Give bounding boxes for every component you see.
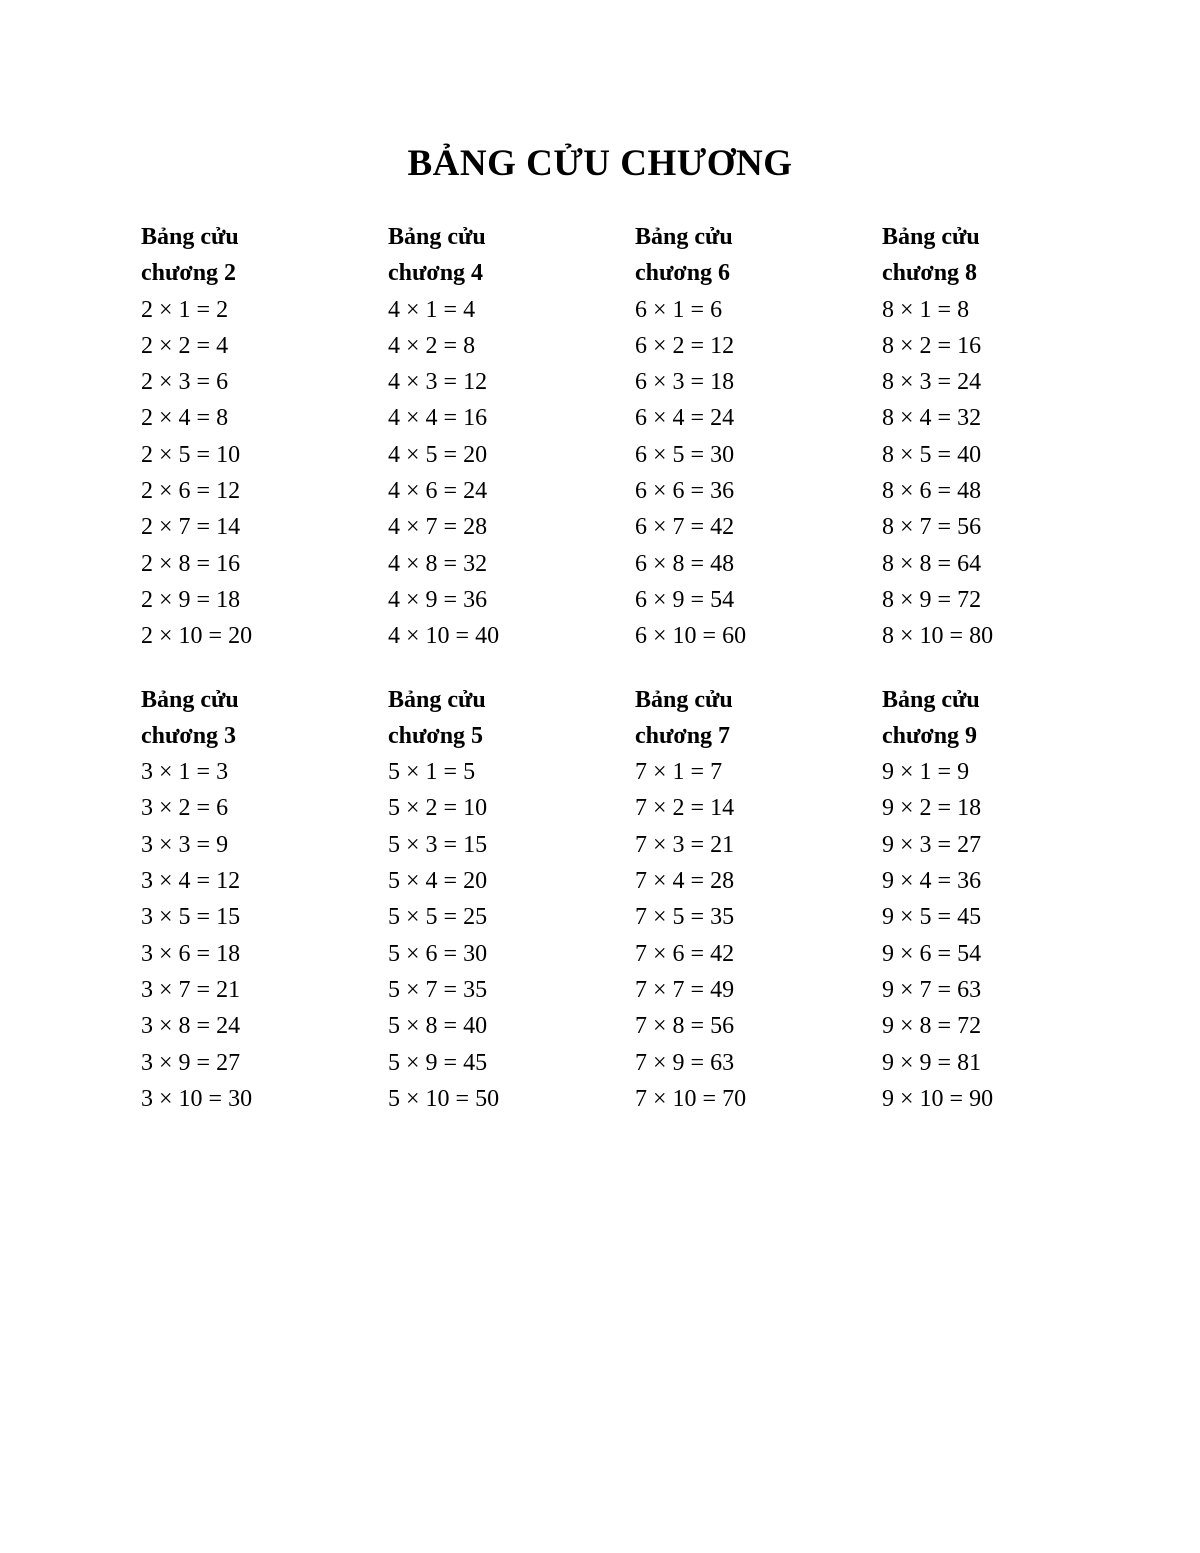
tables-row-bottom xyxy=(141,682,1141,1118)
equation-line: 8 × 4 = 32 xyxy=(882,405,982,432)
equation-line: 8 × 9 = 72 xyxy=(882,586,982,613)
table-title-line: Bảng cửu xyxy=(882,686,980,713)
table-title-line: chương 8 xyxy=(882,260,978,287)
table-title-line: chương 4 xyxy=(388,260,484,287)
table-title xyxy=(882,682,1129,755)
equation-line: 9 × 6 = 54 xyxy=(882,940,982,967)
equation-line: 4 × 1 = 4 xyxy=(388,296,476,323)
equation-line: 7 × 6 = 42 xyxy=(635,940,735,967)
equation-line: 9 × 4 = 36 xyxy=(882,868,982,895)
table-title xyxy=(882,219,1129,292)
equation-line: 9 × 7 = 63 xyxy=(882,976,982,1003)
table-title xyxy=(388,219,635,292)
equation-line: 7 × 8 = 56 xyxy=(635,1013,735,1040)
equation-line: 2 × 6 = 12 xyxy=(141,478,241,505)
equation-line: 7 × 5 = 35 xyxy=(635,904,735,931)
equation-line: 6 × 1 = 6 xyxy=(635,296,723,323)
multiplication-tables-grid xyxy=(141,219,1141,1117)
table-title-line: Bảng cửu xyxy=(388,686,486,713)
table-title-line: chương 5 xyxy=(388,722,484,749)
equation-line: 8 × 3 = 24 xyxy=(882,369,982,396)
equation-line: 5 × 6 = 30 xyxy=(388,940,488,967)
equation-line: 5 × 2 = 10 xyxy=(388,795,488,822)
equation-line: 6 × 6 = 36 xyxy=(635,478,735,505)
table-title-line: Bảng cửu xyxy=(388,224,486,250)
equation-line: 6 × 2 = 12 xyxy=(635,332,735,359)
table-title-line: Bảng cửu xyxy=(141,686,239,713)
equation-line: 3 × 7 = 21 xyxy=(141,976,241,1003)
equation-line: 3 × 5 = 15 xyxy=(141,904,241,931)
equation-line: 5 × 1 = 5 xyxy=(388,759,476,786)
equation-line: 6 × 10 = 60 xyxy=(635,623,747,650)
table-block-8 xyxy=(882,219,1129,655)
equation-line: 2 × 3 = 6 xyxy=(141,369,229,396)
equation-line: 3 × 2 = 6 xyxy=(141,795,229,822)
equation-line: 9 × 5 = 45 xyxy=(882,904,982,931)
table-title-line: Bảng cửu xyxy=(635,224,733,250)
equation-line: 2 × 10 = 20 xyxy=(141,623,253,650)
equation-line: 9 × 10 = 90 xyxy=(882,1085,994,1112)
tables-row-top xyxy=(141,219,1141,655)
equation-line: 6 × 9 = 54 xyxy=(635,586,735,613)
table-title-line: Bảng cửu xyxy=(882,224,980,250)
equation-line: 8 × 7 = 56 xyxy=(882,514,982,541)
equation-line: 8 × 1 = 8 xyxy=(882,296,970,323)
equation-line: 6 × 7 = 42 xyxy=(635,514,735,541)
equation-line: 4 × 6 = 24 xyxy=(388,478,488,505)
table-title xyxy=(635,682,882,755)
page-title: BẢNG CỬU CHƯƠNG xyxy=(407,143,793,184)
equation-line: 7 × 2 = 14 xyxy=(635,795,735,822)
equation-line: 3 × 8 = 24 xyxy=(141,1013,241,1040)
table-title-line: Bảng cửu xyxy=(635,686,733,713)
equation-line: 2 × 7 = 14 xyxy=(141,514,241,541)
equation-line: 8 × 6 = 48 xyxy=(882,478,982,505)
equation-line: 7 × 1 = 7 xyxy=(635,759,723,786)
equation-line: 7 × 7 = 49 xyxy=(635,976,735,1003)
equation-line: 8 × 2 = 16 xyxy=(882,332,982,359)
table-block-2 xyxy=(141,219,388,655)
equation-line: 9 × 3 = 27 xyxy=(882,831,982,858)
equation-line: 3 × 1 = 3 xyxy=(141,759,229,786)
table-title xyxy=(141,219,388,292)
equation-line: 8 × 5 = 40 xyxy=(882,441,982,468)
table-title-line: chương 2 xyxy=(141,260,237,287)
equation-line: 6 × 5 = 30 xyxy=(635,441,735,468)
equation-line: 3 × 10 = 30 xyxy=(141,1085,253,1112)
equation-line: 4 × 10 = 40 xyxy=(388,623,500,650)
equation-line: 3 × 6 = 18 xyxy=(141,940,241,967)
table-title-line: chương 9 xyxy=(882,722,978,749)
equation-line: 4 × 2 = 8 xyxy=(388,332,476,359)
equation-line: 5 × 10 = 50 xyxy=(388,1085,500,1112)
equation-line: 8 × 8 = 64 xyxy=(882,550,982,577)
equation-line: 2 × 8 = 16 xyxy=(141,550,241,577)
equation-line: 4 × 3 = 12 xyxy=(388,369,488,396)
equation-line: 4 × 9 = 36 xyxy=(388,586,488,613)
equation-line: 7 × 10 = 70 xyxy=(635,1085,747,1112)
equation-line: 4 × 4 = 16 xyxy=(388,405,488,432)
equation-line: 2 × 2 = 4 xyxy=(141,332,229,359)
equation-line: 5 × 7 = 35 xyxy=(388,976,488,1003)
equation-line: 9 × 1 = 9 xyxy=(882,759,970,786)
equation-line: 6 × 8 = 48 xyxy=(635,550,735,577)
equation-line: 5 × 5 = 25 xyxy=(388,904,488,931)
equation-line: 7 × 9 = 63 xyxy=(635,1049,735,1076)
table-block-3 xyxy=(141,682,388,1118)
equation-line: 3 × 3 = 9 xyxy=(141,831,229,858)
equation-line: 4 × 5 = 20 xyxy=(388,441,488,468)
table-title xyxy=(635,219,882,292)
equation-line: 3 × 4 = 12 xyxy=(141,868,241,895)
table-block-9 xyxy=(882,682,1129,1118)
table-title xyxy=(388,682,635,755)
equation-line: 2 × 4 = 8 xyxy=(141,405,229,432)
equation-line: 9 × 8 = 72 xyxy=(882,1013,982,1040)
equation-line: 6 × 4 = 24 xyxy=(635,405,735,432)
table-block-4 xyxy=(388,219,635,655)
equation-line: 5 × 8 = 40 xyxy=(388,1013,488,1040)
equation-line: 4 × 8 = 32 xyxy=(388,550,488,577)
equation-line: 9 × 2 = 18 xyxy=(882,795,982,822)
table-title xyxy=(141,682,388,755)
table-block-7 xyxy=(635,682,882,1118)
equation-line: 2 × 9 = 18 xyxy=(141,586,241,613)
equation-line: 7 × 4 = 28 xyxy=(635,868,735,895)
equation-line: 4 × 7 = 28 xyxy=(388,514,488,541)
table-block-6 xyxy=(635,219,882,655)
equation-line: 8 × 10 = 80 xyxy=(882,623,994,650)
equation-line: 3 × 9 = 27 xyxy=(141,1049,241,1076)
equation-line: 7 × 3 = 21 xyxy=(635,831,735,858)
equation-line: 2 × 1 = 2 xyxy=(141,296,229,323)
table-block-5 xyxy=(388,682,635,1118)
equation-line: 5 × 3 = 15 xyxy=(388,831,488,858)
table-title-line: chương 7 xyxy=(635,722,731,749)
table-title-line: Bảng cửu xyxy=(141,224,239,250)
equation-line: 5 × 4 = 20 xyxy=(388,868,488,895)
table-title-line: chương 6 xyxy=(635,260,731,287)
table-title-line: chương 3 xyxy=(141,722,237,749)
equation-line: 2 × 5 = 10 xyxy=(141,441,241,468)
equation-line: 6 × 3 = 18 xyxy=(635,369,735,396)
equation-line: 5 × 9 = 45 xyxy=(388,1049,488,1076)
equation-line: 9 × 9 = 81 xyxy=(882,1049,982,1076)
